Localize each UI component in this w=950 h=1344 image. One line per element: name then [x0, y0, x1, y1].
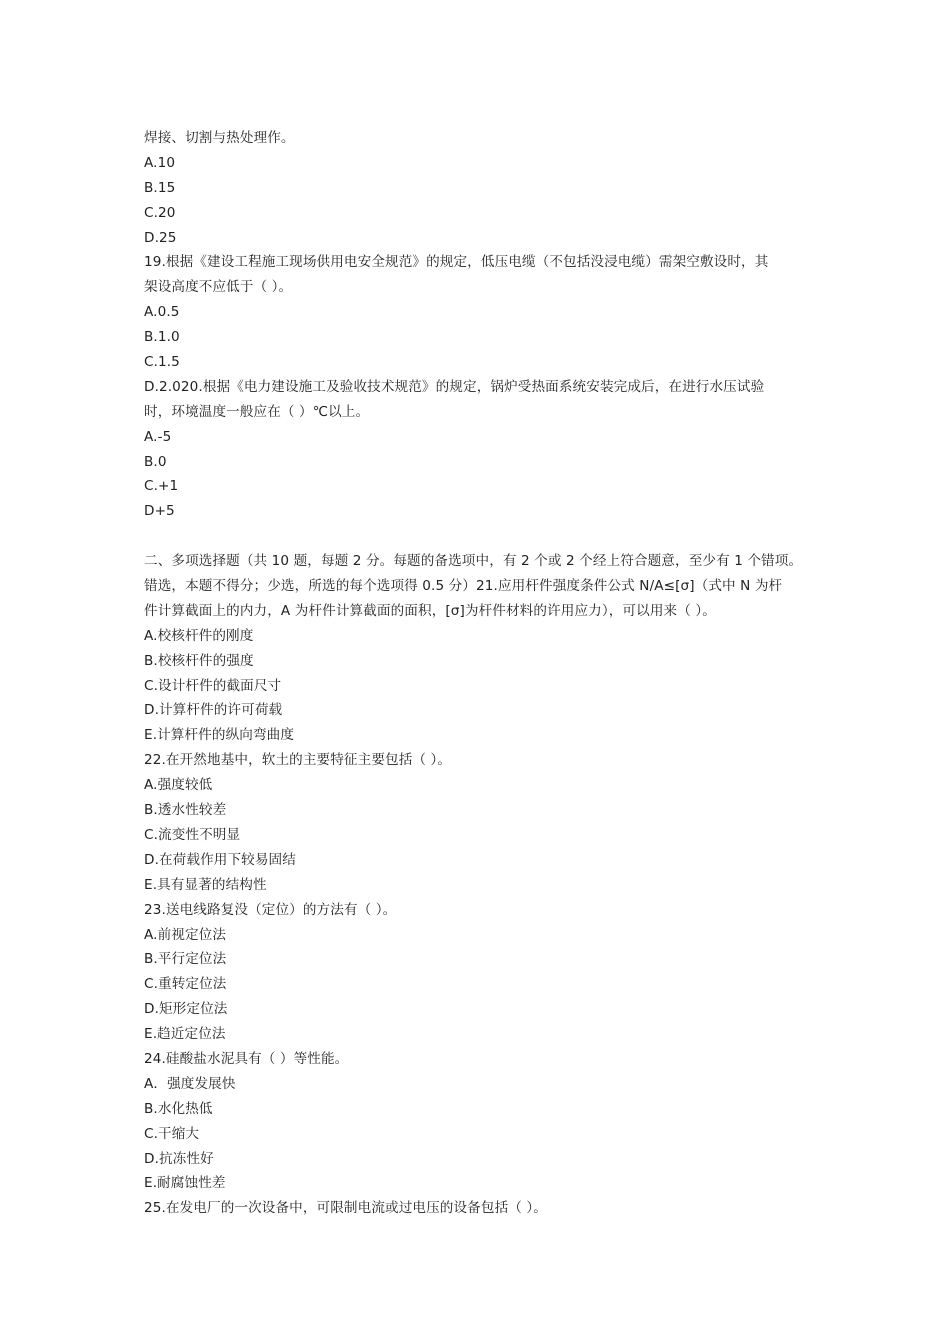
option-a: A．强度发展快	[144, 1075, 236, 1092]
option-b: B.平行定位法	[144, 951, 227, 968]
option-b: B.水化热低	[144, 1100, 213, 1117]
option-d: D.矩形定位法	[144, 1001, 228, 1018]
question-21: 错选，本题不得分；少选，所选的每个选项得 0.5 分）21.应用杆件强度条件公式 N/A≤[σ]（式中 N 为杆	[144, 578, 783, 595]
option-c: C.1.5	[144, 354, 180, 371]
option-b: B.0	[144, 453, 167, 470]
question-23: 23.送电线路复没（定位）的方法有（ ）。	[144, 901, 397, 918]
question-22: 22.在开然地基中，软土的主要特征主要包括（ ）。	[144, 752, 452, 769]
option-b: B.15	[144, 179, 176, 196]
option-a: A.10	[144, 154, 176, 171]
question-24: 24.硅酸盐水泥具有（ ）等性能。	[144, 1050, 349, 1067]
question-20-cont: 时，环境温度一般应在（ ）℃以上。	[144, 403, 370, 420]
question-19-cont: 架设高度不应低于（ ）。	[144, 279, 293, 296]
option-a: A.前视定位法	[144, 926, 227, 943]
option-c: C.流变性不明显	[144, 826, 241, 843]
option-c: C.+1	[144, 478, 179, 495]
section-heading: 二、多项选择题（共 10 题，每题 2 分。每题的备选项中，有 2 个或 2 个经上符合题意，至少有 1 个错项。	[144, 553, 803, 570]
option-d: D.在荷载作用下较易固结	[144, 851, 296, 868]
text-line: 焊接、切割与热处理作。	[144, 130, 295, 146]
option-d: D.25	[144, 229, 177, 246]
option-c: C.设计杆件的截面尺寸	[144, 677, 282, 694]
option-e: E.具有显著的结构性	[144, 876, 267, 893]
option-d: D.计算杆件的许可荷载	[144, 702, 283, 719]
option-e: E.计算杆件的纵向弯曲度	[144, 727, 295, 744]
document-body	[144, 126, 814, 1221]
option-b: B.透水性较差	[144, 802, 227, 819]
option-a: A.0.5	[144, 304, 180, 321]
option-c: C.重转定位法	[144, 976, 227, 993]
question-21-cont: 件计算截面上的内力，A 为杆件计算截面的面积，[σ]为杆件材料的许用应力），可以用来（ ）。	[144, 602, 716, 619]
option-c: C.20	[144, 204, 176, 221]
option-d: D.抗冻性好	[144, 1150, 214, 1167]
option-a: A.-5	[144, 428, 172, 445]
option-a: A.校核杆件的刚度	[144, 627, 254, 644]
question-20: D.2.020.根据《电力建设施工及验收技术规范》的规定，锅炉受热面系统安装完成后，在进行水压试验	[144, 378, 765, 395]
option-e: E.趋近定位法	[144, 1026, 226, 1043]
option-e: E.耐腐蚀性差	[144, 1175, 226, 1192]
blank-line	[144, 524, 814, 549]
option-b: B.1.0	[144, 329, 180, 346]
option-c: C.干缩大	[144, 1125, 200, 1142]
question-25: 25.在发电厂的一次设备中，可限制电流或过电压的设备包括（ ）。	[144, 1200, 547, 1217]
option-d: D+5	[144, 503, 175, 520]
option-b: B.校核杆件的强度	[144, 652, 254, 669]
question-19: 19.根据《建设工程施工现场供用电安全规范》的规定，低压电缆（不包括没浸电缆）需架空敷设时，其	[144, 254, 769, 271]
option-a: A.强度较低	[144, 777, 213, 794]
